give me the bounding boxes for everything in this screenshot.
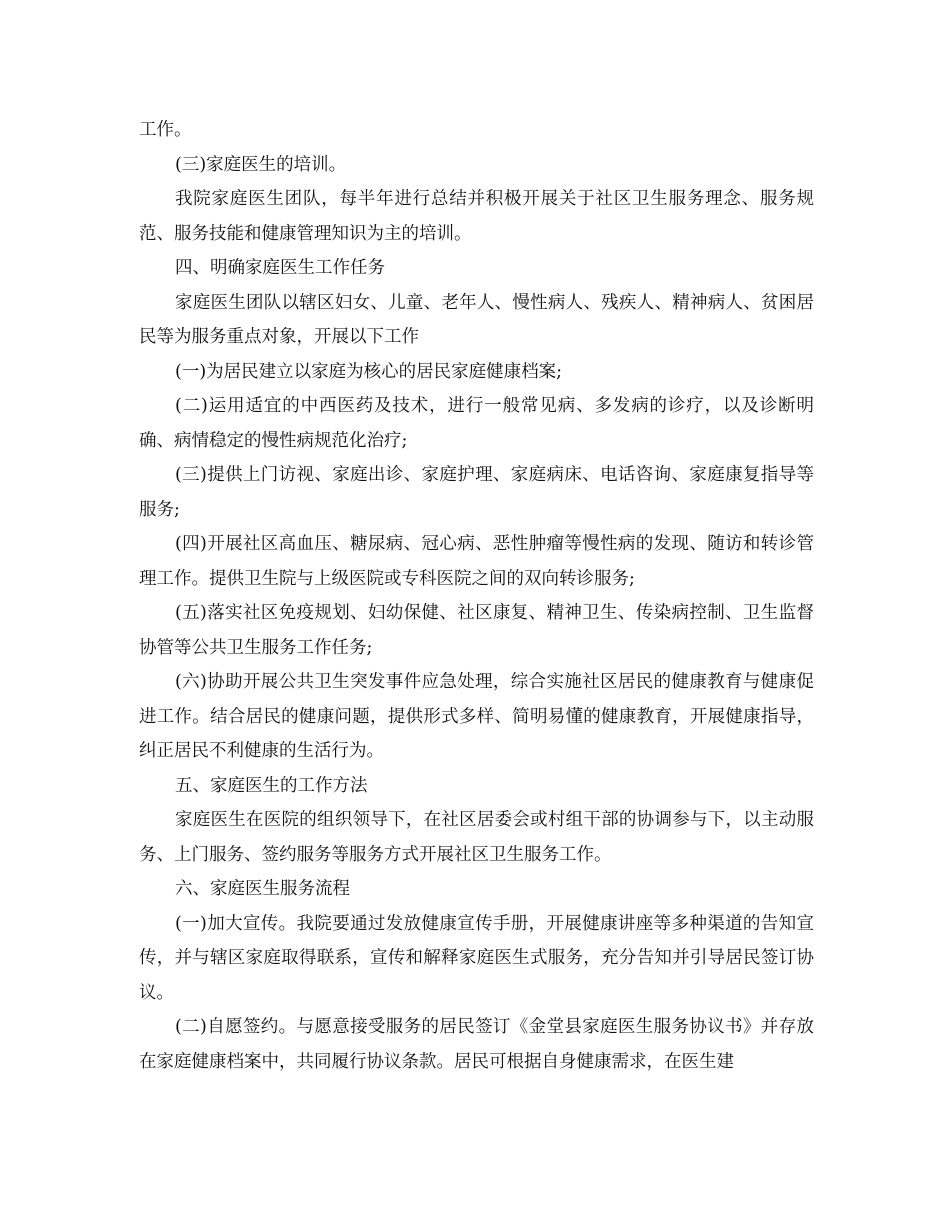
- list-item: (三)提供上门访视、家庭出诊、家庭护理、家庭病床、电话咨询、家庭康复指导等服务;: [139, 465, 814, 520]
- paragraph: 家庭医生团队以辖区妇女、儿童、老年人、慢性病人、残疾人、精神病人、贫困居民等为服务重点对象，开展以下工作: [139, 292, 814, 347]
- list-item: (五)落实社区免疫规划、妇幼保健、社区康复、精神卫生、传染病控制、卫生监督协管等公共卫生服务工作任务;: [139, 603, 814, 658]
- list-item: (一)加大宣传。我院要通过发放健康宣传手册，开展健康讲座等多种渠道的告知宣传，并与辖区家庭取得联系，宣传和解释家庭医生式服务，充分告知并引导居民签订协议。: [139, 913, 814, 1003]
- paragraph: (三)家庭医生的培训。: [175, 154, 347, 175]
- paragraph: 工作。: [139, 120, 192, 140]
- list-item: (四)开展社区高血压、糖尿病、冠心病、恶性肿瘤等慢性病的发现、随访和转诊管理工作。提供卫生院与上级医院或专科医院之间的双向转诊服务;: [139, 534, 814, 589]
- list-item: (一)为居民建立以家庭为核心的居民家庭健康档案;: [175, 361, 563, 382]
- list-item: (二)运用适宜的中西医药及技术，进行一般常见病、多发病的诊疗，以及诊断明确、病情稳定的慢性病规范化治疗;: [139, 396, 814, 451]
- section-heading: 六、家庭医生服务流程: [175, 879, 350, 899]
- section-heading: 四、明确家庭医生工作任务: [175, 258, 385, 278]
- list-item: (六)协助开展公共卫生突发事件应急处理，综合实施社区居民的健康教育与健康促进工作。结合居民的健康问题，提供形式多样、简明易懂的健康教育，开展健康指导，纠正居民不利健康的生活行为。: [139, 672, 814, 761]
- body-text: [139, 113, 814, 1079]
- section-heading: 五、家庭医生的工作方法: [175, 775, 368, 796]
- list-item: (二)自愿签约。与愿意接受服务的居民签订《金堂县家庭医生服务协议书》并存放在家庭健康档案中，共同履行协议条款。居民可根据自身健康需求，在医生建: [139, 1017, 814, 1072]
- paragraph: 家庭医生在医院的组织领导下，在社区居委会或村组干部的协调参与下，以主动服务、上门服务、签约服务等服务方式开展社区卫生服务工作。: [139, 810, 814, 865]
- paragraph: 我院家庭医生团队，每半年进行总结并积极开展关于社区卫生服务理念、服务规范、服务技能和健康管理知识为主的培训。: [139, 189, 814, 244]
